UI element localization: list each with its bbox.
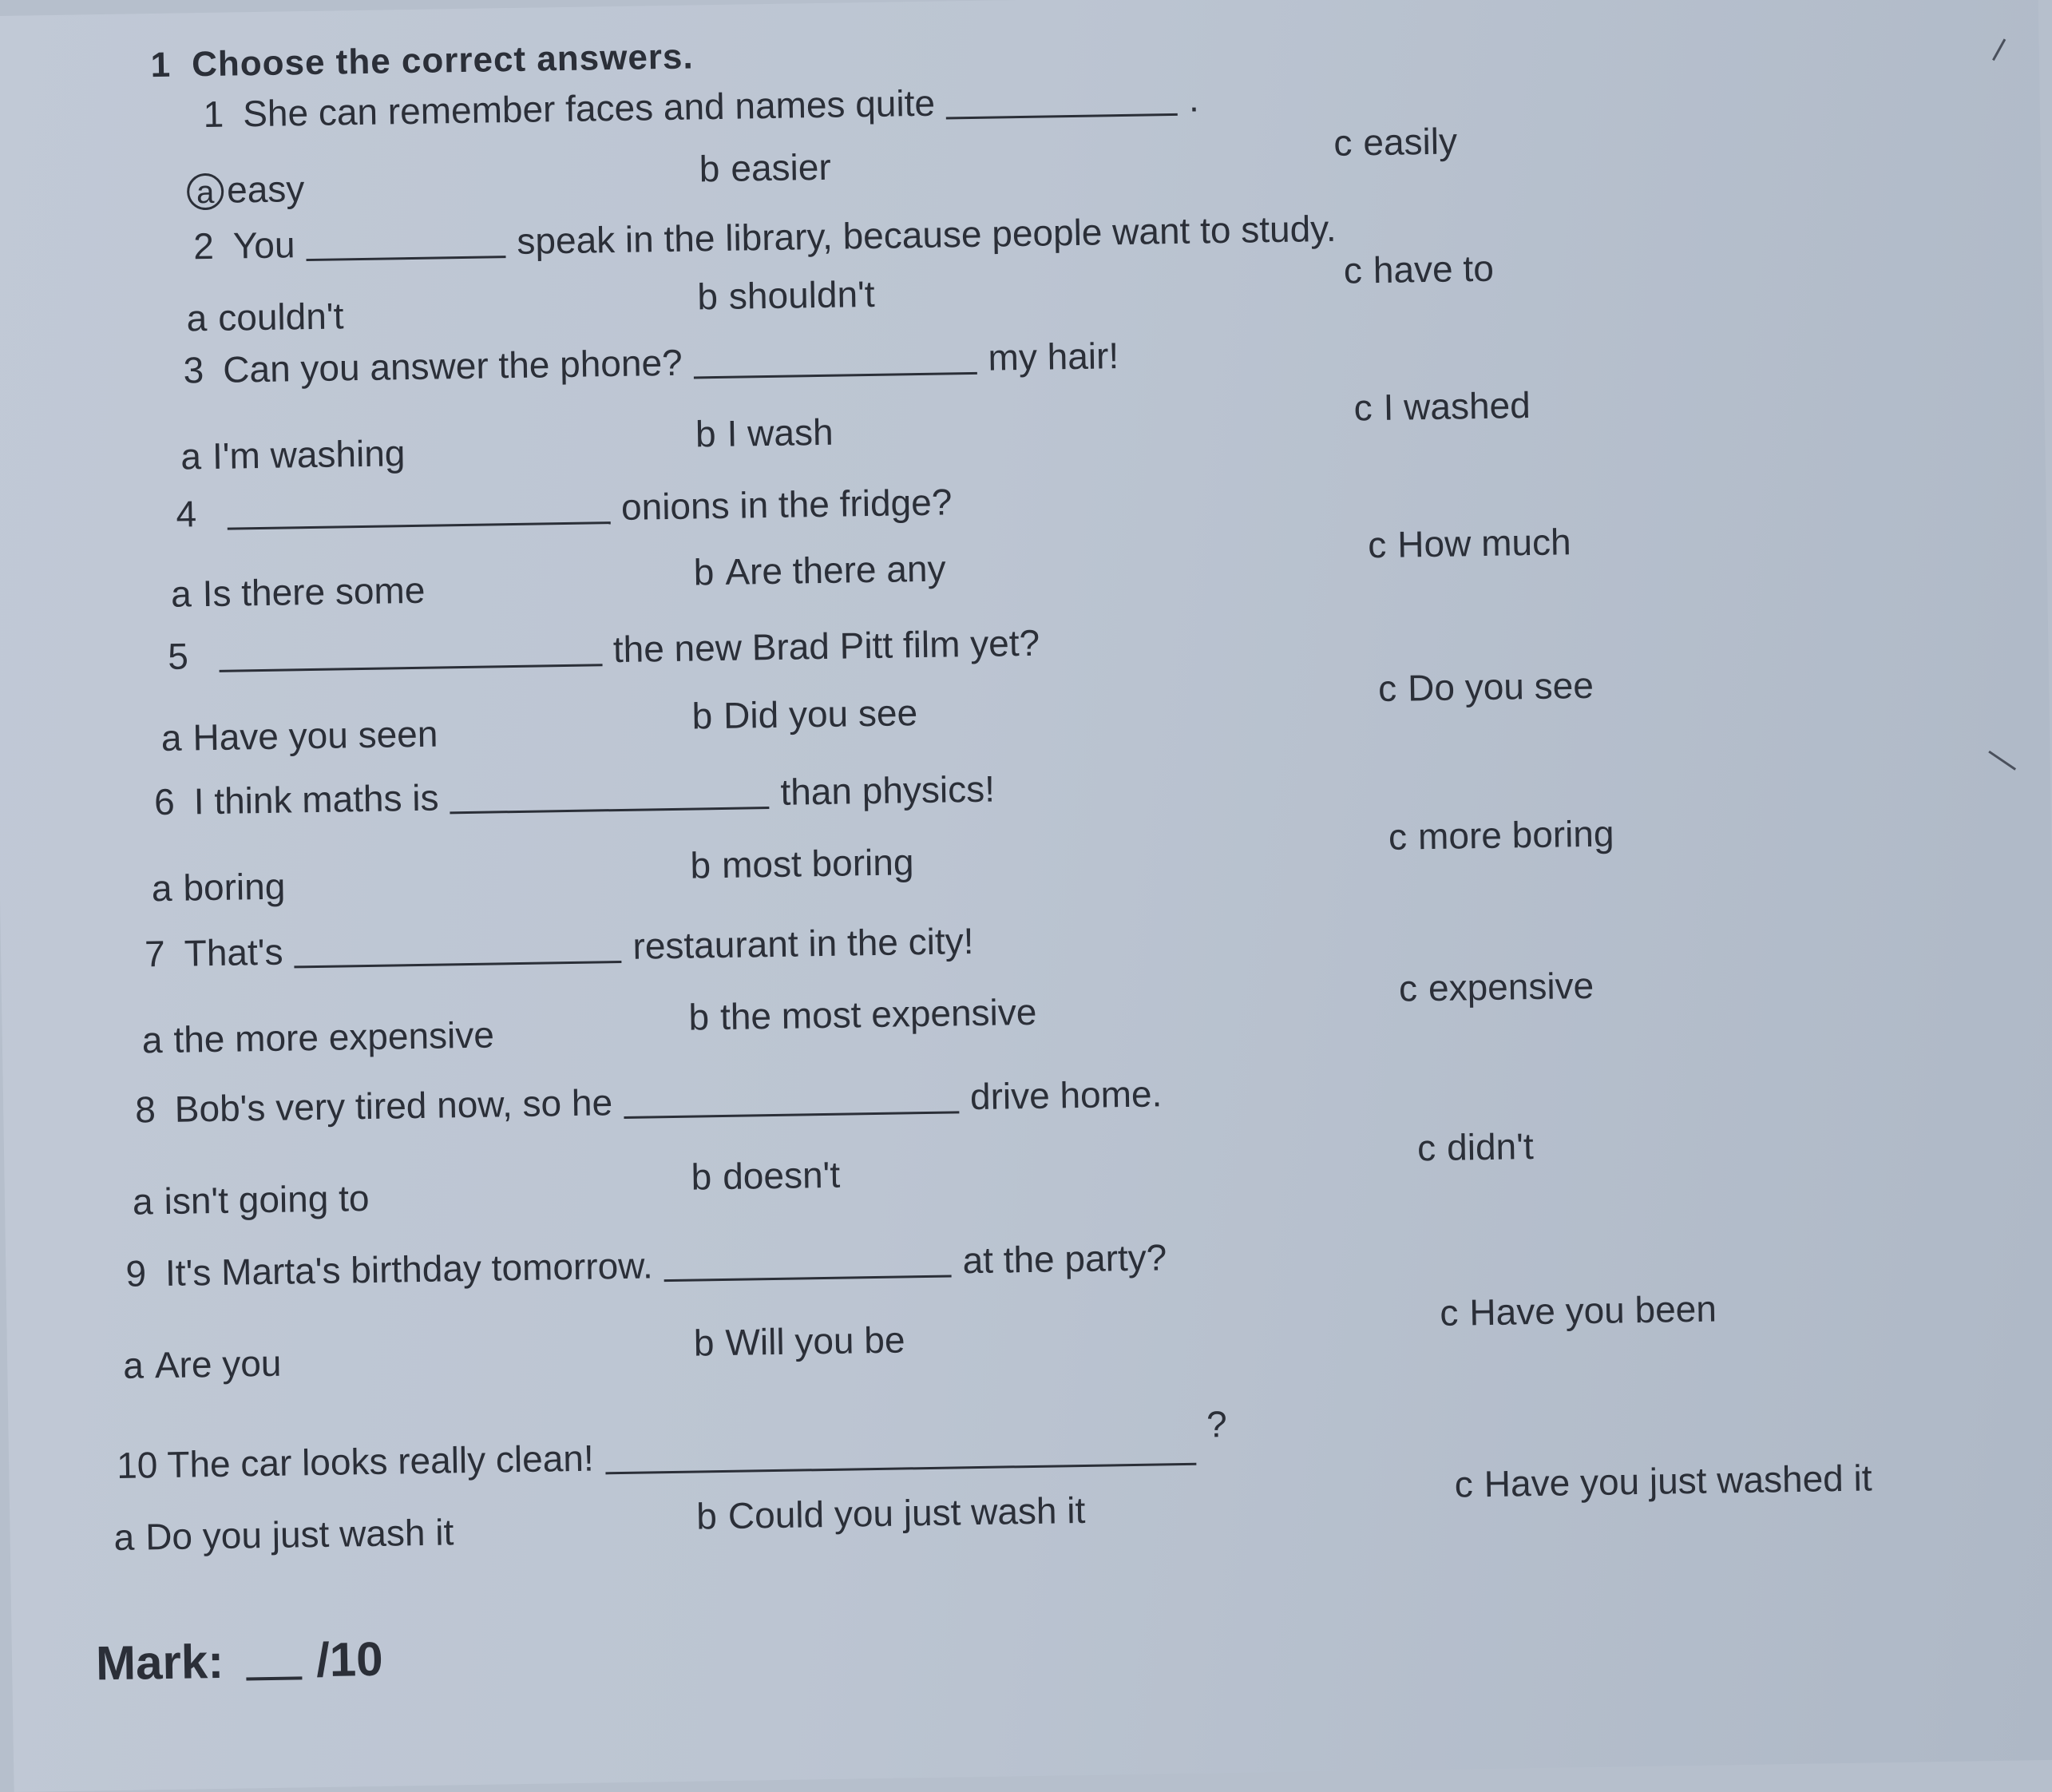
mark-blank[interactable] xyxy=(246,1676,302,1680)
answer-blank[interactable] xyxy=(946,113,1178,120)
option-10a[interactable] xyxy=(113,1510,454,1559)
question-number: 2 xyxy=(192,224,215,268)
question-text-before: Can you answer the phone? xyxy=(222,341,683,391)
option-letter: a xyxy=(170,573,192,615)
option-text: have to xyxy=(1373,247,1495,291)
question-6 xyxy=(154,767,996,824)
question-text-after: restaurant in the city! xyxy=(632,920,974,967)
option-letter: c xyxy=(1377,667,1397,710)
option-text: the more expensive xyxy=(173,1013,495,1061)
option-letter: c xyxy=(1454,1463,1474,1505)
option-6b[interactable] xyxy=(690,840,914,886)
option-text: Have you seen xyxy=(192,712,438,759)
option-text: the most expensive xyxy=(719,990,1037,1038)
option-9a[interactable] xyxy=(123,1342,282,1387)
question-number: 5 xyxy=(167,635,189,677)
option-letter: a xyxy=(122,1344,145,1386)
option-8b[interactable] xyxy=(691,1153,840,1199)
question-2 xyxy=(193,207,1337,268)
option-text: easier xyxy=(730,145,832,189)
option-text: easy xyxy=(226,168,305,211)
option-text: more boring xyxy=(1417,812,1614,858)
mark-total: /10 xyxy=(315,1631,384,1687)
answer-blank[interactable] xyxy=(307,255,506,261)
question-text-after: ? xyxy=(1206,1403,1228,1445)
option-text: Is there some xyxy=(202,569,426,615)
option-letter: c xyxy=(1416,1126,1436,1169)
answer-blank[interactable] xyxy=(450,806,770,814)
option-letter: b xyxy=(691,695,713,737)
option-4c[interactable] xyxy=(1368,520,1571,566)
option-1c[interactable] xyxy=(1333,119,1457,164)
question-number: 8 xyxy=(134,1088,156,1131)
answer-blank[interactable] xyxy=(219,663,602,672)
option-2c[interactable] xyxy=(1343,247,1494,292)
question-1 xyxy=(203,77,1199,136)
question-number: 10 xyxy=(116,1444,158,1486)
mark-label: Mark: xyxy=(95,1634,224,1691)
option-letter: b xyxy=(699,147,720,190)
option-letter: c xyxy=(1367,523,1387,566)
question-5 xyxy=(168,621,1040,678)
option-text: Are there any xyxy=(724,547,946,593)
option-text: Did you see xyxy=(723,692,918,736)
exercise-title: Choose the correct answers. xyxy=(191,37,695,85)
mark-score xyxy=(96,1631,384,1691)
option-letter: b xyxy=(696,275,719,318)
option-6a[interactable] xyxy=(151,865,285,910)
option-text: couldn't xyxy=(217,295,344,339)
exercise-heading xyxy=(150,37,694,85)
option-text: Have you been xyxy=(1469,1287,1717,1334)
option-letter: a xyxy=(141,1019,163,1061)
option-letter: b xyxy=(693,551,715,593)
option-1a[interactable] xyxy=(187,167,305,212)
question-10 xyxy=(116,1402,1227,1487)
question-number: 7 xyxy=(144,932,166,975)
question-text-after: drive home. xyxy=(969,1072,1163,1118)
answer-blank[interactable] xyxy=(694,371,977,379)
question-number: 6 xyxy=(153,780,176,823)
question-text-before: The car looks really clean! xyxy=(166,1437,595,1485)
question-number: 3 xyxy=(183,349,204,391)
option-5b[interactable] xyxy=(691,691,917,737)
question-text-after: onions in the fridge? xyxy=(620,481,953,528)
option-7b[interactable] xyxy=(688,990,1037,1039)
question-9 xyxy=(125,1235,1167,1294)
question-text-after: at the party? xyxy=(962,1236,1167,1282)
option-letter: b xyxy=(688,996,710,1038)
option-3b[interactable] xyxy=(695,410,834,456)
answer-blank[interactable] xyxy=(664,1275,952,1283)
option-letter: b xyxy=(693,1322,715,1364)
option-text: easily xyxy=(1362,120,1458,164)
question-8 xyxy=(135,1072,1163,1131)
question-text-before: That's xyxy=(184,930,283,974)
option-letter: c xyxy=(1333,121,1353,164)
option-5a[interactable] xyxy=(160,712,438,759)
question-3 xyxy=(183,334,1119,391)
question-text-after: than physics! xyxy=(780,767,996,813)
option-text: I wash xyxy=(727,410,834,454)
option-9b[interactable] xyxy=(693,1318,905,1364)
option-letter: c xyxy=(1353,387,1373,429)
option-text: didn't xyxy=(1446,1125,1535,1168)
question-number: 9 xyxy=(125,1252,147,1294)
option-text: I washed xyxy=(1383,384,1531,428)
option-letter: b xyxy=(690,844,711,886)
option-letter: a xyxy=(151,866,172,910)
option-text: most boring xyxy=(721,841,914,886)
answer-blank[interactable] xyxy=(624,1110,959,1119)
option-letter: a xyxy=(132,1180,154,1223)
question-text-after: . xyxy=(1188,77,1200,120)
answer-blank[interactable] xyxy=(295,960,622,968)
question-text-after: speak in the library, because people want to study. xyxy=(517,207,1337,262)
question-text-before: It's Marta's birthday tomorrow. xyxy=(164,1244,654,1294)
question-text-before: I think maths is xyxy=(193,776,439,823)
option-text: Will you be xyxy=(725,1318,905,1363)
option-7c[interactable] xyxy=(1399,964,1594,1010)
question-number: 1 xyxy=(203,93,224,136)
option-letter: b xyxy=(695,413,717,455)
question-number: 4 xyxy=(176,493,197,535)
pen-mark xyxy=(1988,751,2016,771)
option-10c[interactable] xyxy=(1454,1456,1872,1505)
option-letter: b xyxy=(695,1495,718,1537)
question-text-after: my hair! xyxy=(988,335,1119,379)
option-letter: c xyxy=(1440,1291,1459,1334)
answer-blank[interactable] xyxy=(227,521,610,530)
question-text-before: She can remember faces and names quite xyxy=(242,81,936,135)
option-10b[interactable] xyxy=(696,1489,1086,1538)
question-7 xyxy=(145,919,974,975)
option-4b[interactable] xyxy=(693,547,946,594)
option-letter: c xyxy=(1388,815,1408,858)
option-letter: c xyxy=(1398,967,1418,1009)
option-letter: a xyxy=(180,435,202,478)
question-text-after: the new Brad Pitt film yet? xyxy=(612,621,1040,671)
option-text: doesn't xyxy=(722,1153,841,1198)
question-4 xyxy=(176,480,953,535)
option-3a[interactable] xyxy=(180,431,406,478)
option-text: expensive xyxy=(1428,964,1594,1009)
option-text: I'm washing xyxy=(212,432,406,477)
option-text: Do you just wash it xyxy=(145,1511,454,1558)
option-text: Are you xyxy=(154,1342,282,1386)
option-5c[interactable] xyxy=(1378,664,1594,710)
option-text: Have you just washed it xyxy=(1484,1457,1872,1505)
option-8c[interactable] xyxy=(1417,1124,1534,1169)
option-2a[interactable] xyxy=(186,294,344,339)
option-6c[interactable] xyxy=(1388,811,1614,858)
option-text: Do you see xyxy=(1407,664,1594,709)
pen-mark xyxy=(1992,38,2006,61)
question-text-before: You xyxy=(232,224,295,267)
option-3c[interactable] xyxy=(1353,383,1531,429)
option-4a[interactable] xyxy=(171,569,426,616)
exercise-number: 1 xyxy=(150,45,172,85)
option-text: isn't going to xyxy=(164,1176,370,1222)
option-letter: a xyxy=(160,716,182,759)
option-text: Could you just wash it xyxy=(727,1489,1086,1536)
answer-blank[interactable] xyxy=(605,1462,1196,1475)
option-text: How much xyxy=(1396,521,1571,565)
question-text-before: Bob's very tired now, so he xyxy=(174,1081,613,1130)
circled-answer-mark: a xyxy=(187,173,224,211)
option-letter: c xyxy=(1343,249,1363,291)
option-text: shouldn't xyxy=(728,272,875,317)
option-letter: a xyxy=(186,297,208,339)
option-9c[interactable] xyxy=(1440,1287,1717,1334)
option-letter: b xyxy=(691,1156,712,1198)
option-2b[interactable] xyxy=(697,272,875,318)
option-letter: a xyxy=(113,1516,135,1559)
option-1b[interactable] xyxy=(699,145,831,191)
option-8a[interactable] xyxy=(133,1176,370,1223)
option-7a[interactable] xyxy=(141,1013,494,1061)
option-text: boring xyxy=(183,865,286,909)
